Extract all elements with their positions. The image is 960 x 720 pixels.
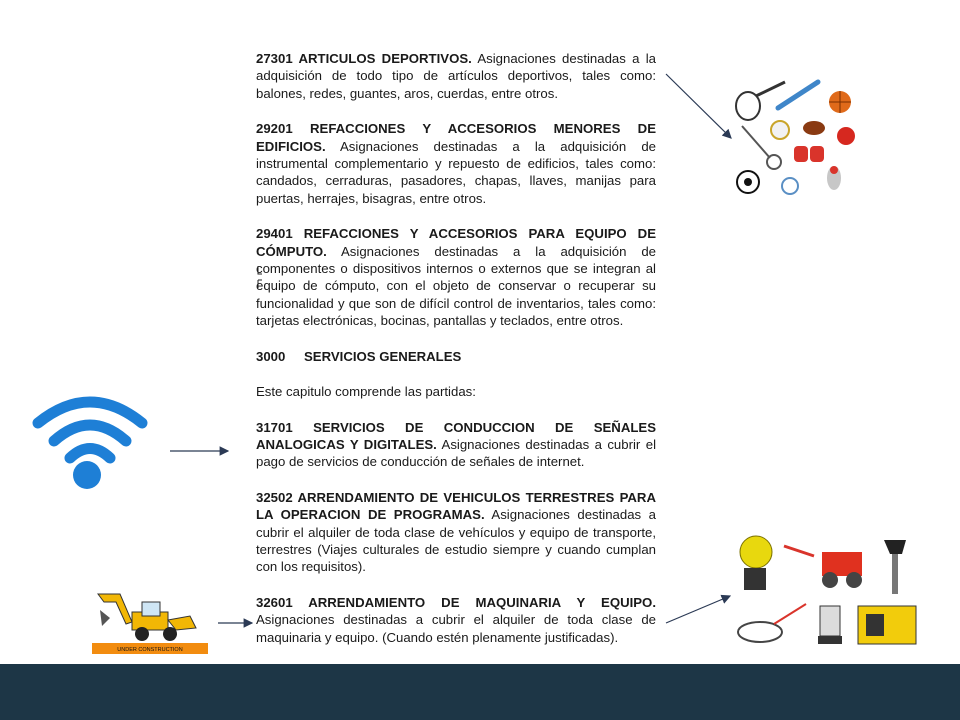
section-text: Asignaciones destinadas a la adquisición de instrumental complementario y repuesto de edificios, tales como: candados, cerraduras, pasadores, chapas, llaves, manijas para puertas, herrajes, bisagras, entre otros. xyxy=(256,138,656,206)
construction-machinery-icon xyxy=(734,534,924,654)
section-heading: 29201 REFACCIONES Y ACCESORIOS MENORES DE EDIFICIOS. xyxy=(256,121,656,154)
section-heading: 32601 ARRENDAMIENTO DE MAQUINARIA Y EQUIPO. xyxy=(256,594,656,610)
sports-equipment-icon xyxy=(730,78,860,198)
arrow-to-sports xyxy=(666,74,731,138)
section-heading: 27301 ARTICULOS DEPORTIVOS. xyxy=(256,51,472,66)
section-heading: 32502 ARRENDAMIENTO DE VEHICULOS TERRESTRES PARA LA OPERACION DE PROGRAMAS. xyxy=(256,489,656,523)
section-text: Asignaciones destinadas a la adquisición de componentes o dispositivos internos o externos que se integran al equipo de cómputo, con el objeto de conservar o recuperar su funcionalidad y que son de difícil control de inventarios, tales como: tarjetas electrónicas, bocinas, pantallas y teclados, entre otros. xyxy=(256,243,656,329)
section-text: Asignaciones destinadas a cubrir el pago de servicios de conducción de señales de internet. xyxy=(256,436,656,470)
chapter-heading: 3000 SERVICIOS GENERALES xyxy=(256,348,462,364)
backhoe-loader-icon xyxy=(92,592,208,654)
section-text: Asignaciones destinadas a cubrir el alquiler de toda clase de vehículos y equipo de transporte, terrestres (Viajes culturales de estudio siempre y cuando cumplan con los requisitos). xyxy=(256,507,656,575)
backhoe-sign-text: UNDER CONSTRUCTION xyxy=(117,647,183,653)
section-text: Asignaciones destinadas a la adquisición de todo tipo de artículos deportivos, tales como: balones, redes, guantes, aros, cuerdas, entre otros. xyxy=(256,51,656,101)
footer-bar xyxy=(0,664,960,720)
section-heading: 31701 SERVICIOS DE CONDUCCION DE SEÑALES ANALOGICAS Y DIGITALES. xyxy=(256,419,656,452)
section-heading: 29401 REFACCIONES Y ACCESORIOS PARA EQUIPO DE CÓMPUTO. xyxy=(256,226,656,259)
arrow-to-machinery xyxy=(666,596,730,623)
chapter-intro: Este capitulo comprende las partidas: xyxy=(256,384,476,400)
wifi-icon xyxy=(32,395,148,491)
section-text: Asignaciones destinadas a cubrir el alquiler de toda clase de maquinaria y equipo. (Cuando estén plenamente justificadas). xyxy=(256,612,656,645)
